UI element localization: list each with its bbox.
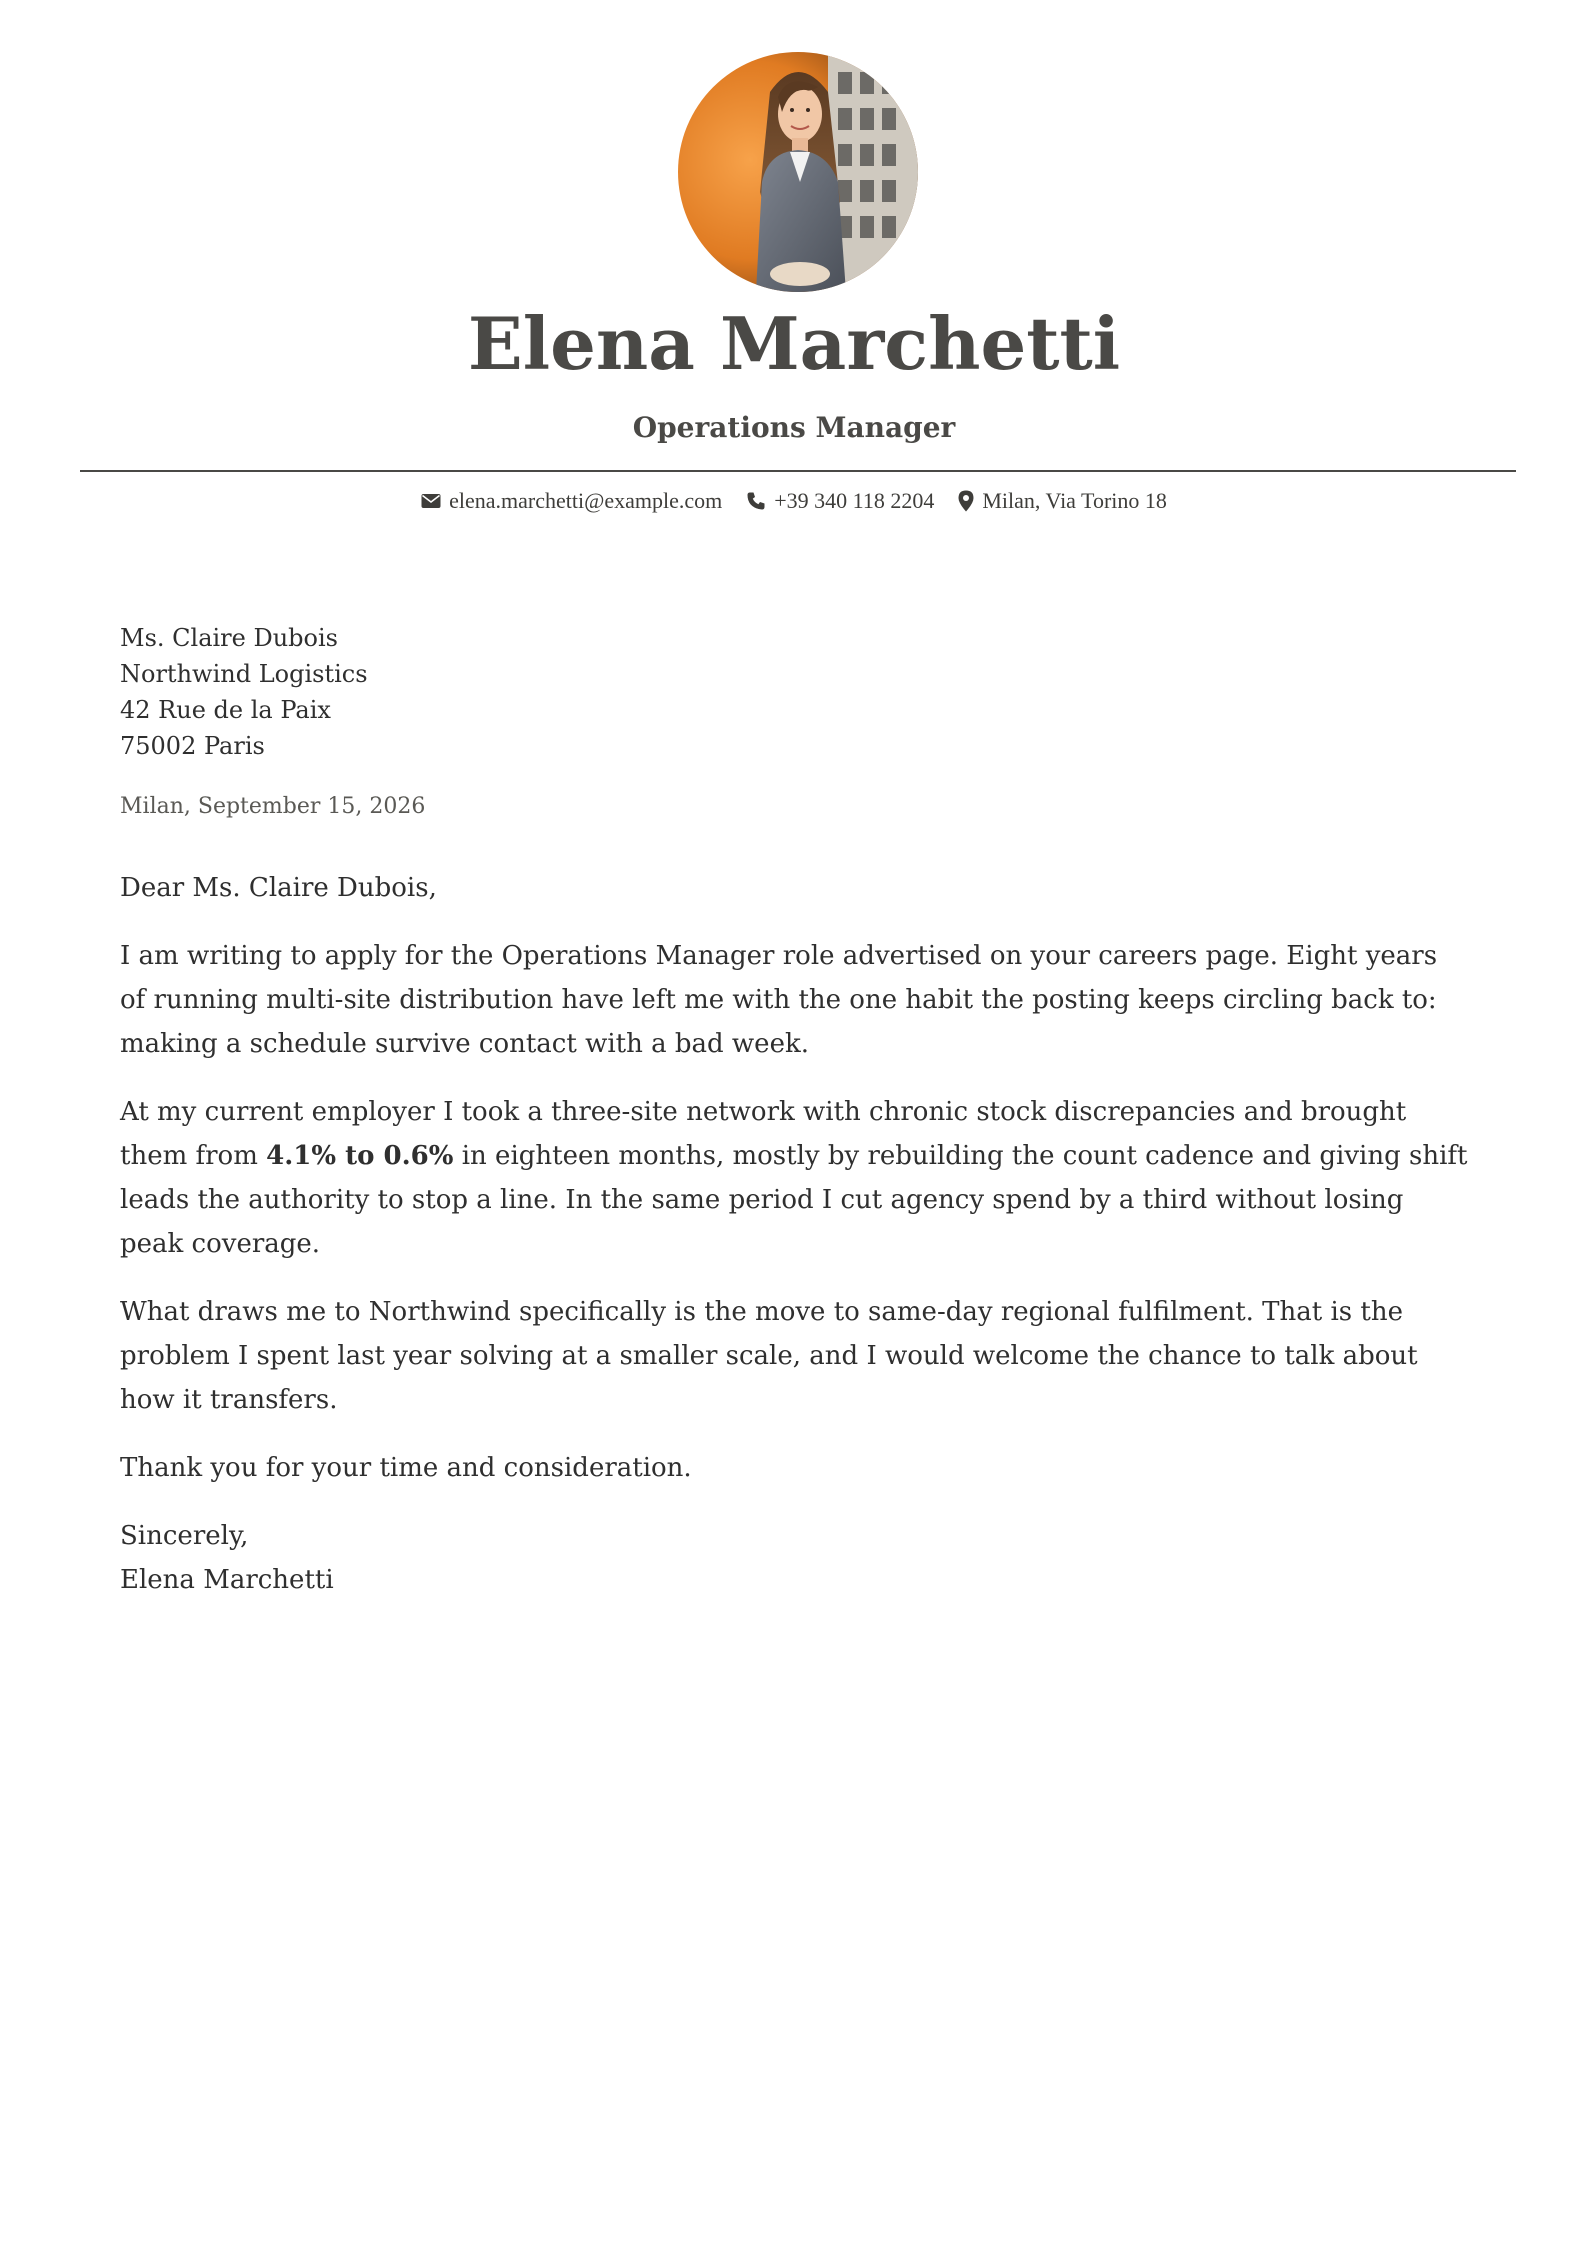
map-pin-icon [958,490,974,512]
paragraph-2 [120,1090,1470,1266]
email-text: elena.marchetti@example.com [449,488,723,513]
paragraph-3: What draws me to Northwind specifically is the move to same-day regional fulfilment. That is the problem I spent last year solving at a smaller scale, and I would welcome the chance to talk about how it transfers. [120,1297,1418,1415]
candidate-name: Elena Marchetti [467,301,1121,386]
location-text: Milan, Via Torino 18 [982,488,1167,513]
paragraph-2-after: in eighteen months, mostly by rebuilding the count cadence and giving shift leads the authority to stop a line. In the same period I cut agency spend by a third without losing peak coverage. [120,1141,1468,1259]
header-divider [80,470,1516,472]
candidate-role: Operations Manager [632,411,956,444]
recipient-company: Northwind Logistics [120,660,368,688]
letter-body [120,620,1470,1602]
salutation: Dear Ms. Claire Dubois, [120,873,437,903]
paragraph-1: I am writing to apply for the Operations Manager role advertised on your careers page. Eight years of running multi-site distribution have left me with the one habit the posting keeps circling back to: making a schedule survive contact with a bad week. [120,941,1438,1059]
avatar [678,52,918,292]
paragraph-2-before: At my current employer I took a three-site network with chronic stock discrepancies and brought them from [120,1097,1407,1171]
contact-bar [0,486,1588,516]
contact-phone[interactable] [746,486,934,516]
envelope-icon [421,493,441,509]
paragraph-2-highlight: 4.1% to 0.6% [266,1141,454,1171]
paragraph-4: Thank you for your time and consideration. [120,1453,692,1483]
closing-text: Sincerely, [120,1521,249,1551]
recipient-name: Ms. Claire Dubois [120,624,338,652]
portrait-photo [678,52,918,292]
recipient-street: 42 Rue de la Paix [120,696,331,724]
contact-location [958,486,1167,516]
signature: Elena Marchetti [120,1565,334,1595]
closing-block [120,1514,1470,1602]
contact-email[interactable] [421,486,722,516]
phone-icon [746,491,766,511]
phone-text: +39 340 118 2204 [774,488,935,513]
letter-header [0,0,1588,520]
recipient-address [120,620,1470,764]
recipient-city: 75002 Paris [120,732,265,760]
letter-date: Milan, September 15, 2026 [120,794,426,819]
